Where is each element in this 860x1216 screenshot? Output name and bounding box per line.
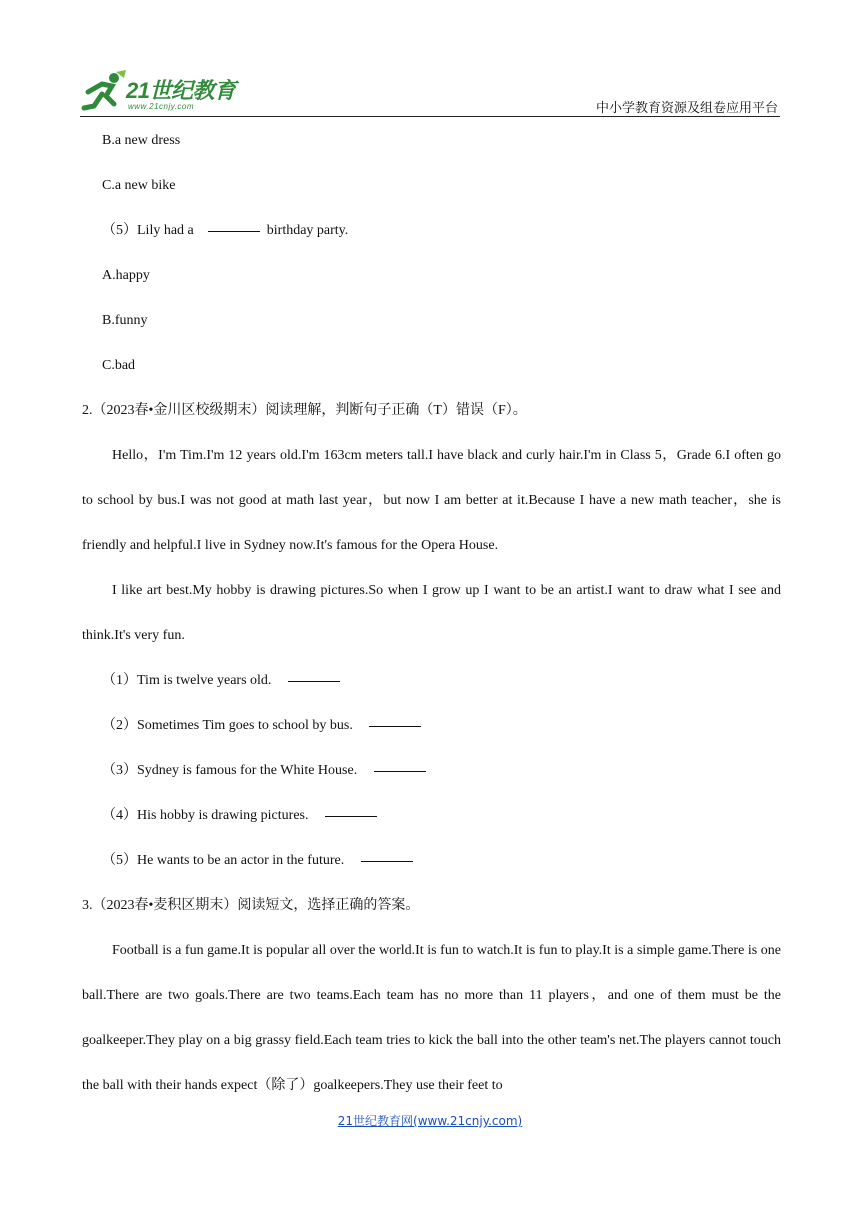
runner-logo-icon <box>80 70 128 114</box>
document-body <box>82 118 781 1108</box>
question-1-5 <box>82 208 781 253</box>
option-c: C.bad <box>102 358 136 373</box>
platform-title: 中小学教育资源及组卷应用平台 <box>595 101 778 116</box>
option-b-dress: B.a new dress <box>102 133 181 148</box>
site-logo <box>80 70 250 114</box>
answer-blank[interactable] <box>208 231 260 232</box>
tf-item: （2）Sometimes Tim goes to school by bus. <box>82 703 781 748</box>
answer-blank[interactable] <box>369 726 421 727</box>
answer-blank[interactable] <box>374 771 426 772</box>
page-header <box>80 64 780 120</box>
passage-paragraph: Football is a fun game.It is popular all over the world.It is fun to watch.It is fun to play.It is a simple game.There is one ball.There are two goals.There are two teams.Each team has no more than 11 players，and one of them must be the goalkeeper.They play on a big grassy field.Each team tries to kick the ball into the other team's net.The players cannot touch the ball with their hands expect（除了）goalkeepers.They use their feet to <box>82 943 781 1093</box>
tf-item: （5）He wants to be an actor in the future. <box>82 838 781 883</box>
option-a: A.happy <box>102 268 150 283</box>
question-text: （5）Lily had a <box>102 223 194 238</box>
passage-paragraph: Hello，I'm Tim.I'm 12 years old.I'm 163cm meters tall.I have black and curly hair.I'm in Class 5，Grade 6.I often go to school by bus.I was not good at math last year，but now I am better at it.Because I have a new math teacher，she is friendly and helpful.I live in Sydney now.It's famous for the Opera House. <box>82 448 781 553</box>
answer-blank[interactable] <box>288 681 340 682</box>
question-3-heading: 3.（2023春•麦积区期末）阅读短文，选择正确的答案。 <box>82 898 420 913</box>
passage-paragraph: I like art best.My hobby is drawing pictures.So when I grow up I want to be an artist.I want to draw what I see and think.It's very fun. <box>82 583 781 643</box>
footer-link[interactable]: 21世纪教育网(www.21cnjy.com) <box>337 1114 523 1128</box>
header-divider <box>80 116 780 117</box>
tf-item: （1）Tim is twelve years old. <box>82 658 781 703</box>
answer-blank[interactable] <box>361 861 413 862</box>
tf-item: （4）His hobby is drawing pictures. <box>82 793 781 838</box>
answer-blank[interactable] <box>325 816 377 817</box>
question-2-heading: 2.（2023春•金川区校级期末）阅读理解，判断句子正确（T）错误（F）。 <box>82 403 527 418</box>
logo-subtext: www.21cnjy.com <box>128 102 194 111</box>
option-b: B.funny <box>102 313 148 328</box>
option-c-bike: C.a new bike <box>102 178 176 193</box>
logo-text: 21世纪教育 <box>126 78 236 103</box>
page-footer <box>0 1112 860 1129</box>
question-text: birthday party. <box>266 223 349 238</box>
tf-item: （3）Sydney is famous for the White House. <box>82 748 781 793</box>
